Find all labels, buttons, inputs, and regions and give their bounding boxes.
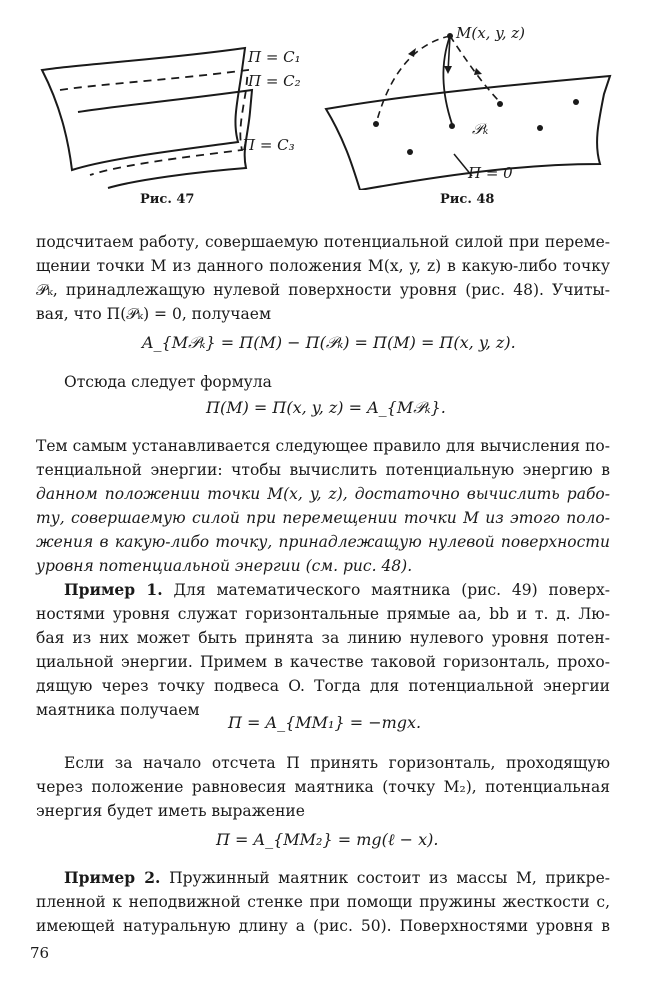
paragraph-line: данном положении точки M(x, y, z), достаточно вычислить рабо- [36, 485, 610, 503]
paragraph-line: ностями уровня служат горизонтальные прямые aa, bb и т. д. Лю- [36, 605, 610, 623]
paragraph-line: энергия будет иметь выражение [36, 802, 305, 820]
figure-47-drawing [20, 20, 330, 190]
equation-4: П = A_{MM₂} = mg(ℓ − x). [216, 830, 439, 849]
example-1 [36, 578, 610, 722]
paragraph-2 [64, 370, 464, 394]
example-2-title: Пример 2. [64, 868, 161, 887]
paragraph-line: Если за начало отсчета П принять горизонталь, проходящую [64, 754, 610, 772]
paragraph-line: подсчитаем работу, совершаемую потенциальной силой при переме- [36, 233, 610, 251]
paragraph-5 [36, 751, 610, 823]
paragraph-line: вая, что П(𝒫ₖ) = 0, получаем [36, 305, 272, 323]
example-2-first-line: Пружинный маятник состоит из массы M, прикре- [169, 869, 610, 887]
equation-2: П(M) = П(x, y, z) = A_{M𝒫ₖ}. [206, 398, 446, 417]
paragraph-line [36, 866, 610, 890]
example-2 [36, 866, 610, 938]
paragraph-line: имеющей натуральную длину a (рис. 50). Поверхностями уровня в [36, 917, 610, 935]
figure-48 [322, 14, 632, 190]
label-c1: П = C₁ [248, 48, 301, 66]
figure-48-drawing [322, 14, 632, 190]
paragraph-line: щении точки M из данного положения M(x, y, z) в какую-либо точку [36, 257, 610, 275]
paragraph-line: 𝒫ₖ, принадлежащую нулевой поверхности уровня (рис. 48). Учиты- [36, 281, 610, 299]
path-3 [443, 36, 452, 124]
equation-1: A_{M𝒫ₖ} = П(M) − П(𝒫ₖ) = П(M) = П(x, y, z). [142, 333, 516, 352]
paragraph-line: через положение равновесия маятника (точку M₂), потенциальная [36, 778, 610, 796]
paragraph-line: жения в какую-либо точку, принадлежащую нулевой поверхности [36, 533, 610, 551]
equation-3: П = A_{MM₁} = −mgx. [228, 713, 422, 732]
level-surface-c1 [78, 90, 252, 188]
arrow-head-1 [408, 48, 416, 57]
example-1-title: Пример 1. [64, 580, 163, 599]
arrow-head-2 [444, 66, 452, 74]
paragraph-line: бая из них может быть принята за линию нулевого уровня потен- [36, 629, 610, 647]
label-c2: П = C₂ [248, 72, 301, 90]
example-1-first-line: Для математического маятника (рис. 49) поверх- [173, 581, 610, 599]
paragraph-1 [36, 230, 610, 326]
label-c3: П = C₃ [242, 136, 295, 154]
paragraph-line: циальной энергии. Примем в качестве таковой горизонталь, прохо- [36, 653, 610, 671]
arrow-head-3 [474, 68, 482, 75]
figure-47-caption: Рис. 47 [140, 192, 195, 207]
paragraph-line: маятника получаем [36, 701, 200, 719]
level-surface-c3 [42, 48, 245, 170]
surface-point-pk [449, 123, 455, 129]
paragraph-line: Отсюда следует формула [64, 373, 272, 391]
path-2 [450, 36, 500, 102]
surface-point [407, 149, 413, 155]
paragraph-3 [36, 434, 610, 578]
path-1 [376, 36, 450, 124]
paragraph-line: дящую через точку подвеса O. Тогда для потенциальной энергии [36, 677, 610, 695]
paragraph-line: Тем самым устанавливается следующее правило для вычисления по- [36, 437, 610, 455]
paragraph-line [36, 578, 610, 602]
surface-label: П = 0 [468, 164, 513, 182]
paragraph-line: ту, совершаемую силой при перемещении точки M из этого поло- [36, 509, 610, 527]
figure-47 [20, 20, 330, 190]
page-number: 76 [30, 944, 50, 962]
pk-label: 𝒫ₖ [472, 120, 489, 138]
paragraph-line: тенциальной энергии: чтобы вычислить потенциальную энергию в [36, 461, 610, 479]
paragraph-line: уровня потенциальной энергии (см. рис. 48). [36, 557, 413, 575]
paragraph-line: пленной к неподвижной стенке при помощи пружины жесткости c, [36, 893, 610, 911]
surface-point [497, 101, 503, 107]
surface-point [373, 121, 379, 127]
point-m-label: M(x, y, z) [456, 24, 525, 42]
surface-point [573, 99, 579, 105]
surface-point [537, 125, 543, 131]
figure-48-caption: Рис. 48 [440, 192, 495, 207]
level-surface-c2 [60, 70, 248, 175]
